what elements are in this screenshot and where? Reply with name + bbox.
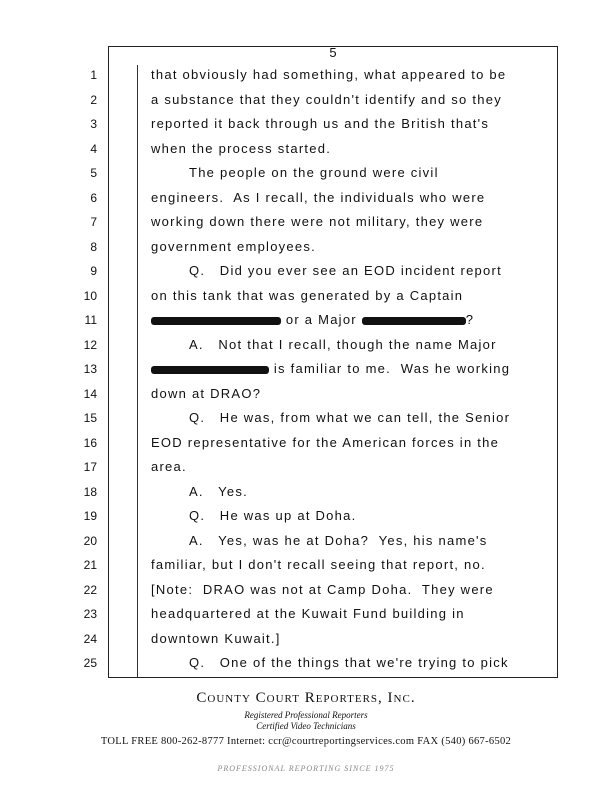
line-text-segment: working down there were not military, they were <box>151 214 484 229</box>
line-text <box>151 235 551 259</box>
line-number: 1 <box>90 68 97 82</box>
transcript-line <box>83 602 557 626</box>
line-text-segment: reported it back through us and the British that's <box>151 116 490 131</box>
line-text <box>151 529 551 553</box>
line-text <box>151 259 551 283</box>
transcript-line <box>83 406 557 430</box>
transcript-line <box>83 284 557 308</box>
transcript-line <box>83 627 557 651</box>
transcript-line <box>90 112 557 136</box>
line-text-segment: familiar, but I don't recall seeing that report, no. <box>151 557 486 572</box>
line-text-segment: on this tank that was generated by a Captain <box>151 287 464 303</box>
transcript-line <box>83 357 557 381</box>
line-text <box>151 553 551 577</box>
line-number: 7 <box>90 215 97 229</box>
line-text-segment: a substance that they couldn't identify and so they <box>151 91 502 107</box>
transcript-line <box>83 382 557 406</box>
line-text <box>151 137 551 161</box>
line-text <box>151 161 551 185</box>
line-number: 4 <box>90 141 97 156</box>
line-text-segment: downtown Kuwait.] <box>151 630 281 646</box>
transcript-line <box>84 308 557 332</box>
line-number: 18 <box>83 484 97 499</box>
transcript-line <box>90 210 557 234</box>
line-text <box>151 186 551 210</box>
line-text-segment: A. Not that I recall, though the name Major <box>189 336 497 352</box>
line-number: 16 <box>83 435 97 450</box>
line-text <box>151 602 551 626</box>
transcript-line <box>83 553 557 577</box>
transcript-line <box>83 480 557 504</box>
line-text <box>151 627 551 651</box>
line-text <box>151 284 551 308</box>
line-number: 23 <box>83 607 97 621</box>
line-text-segment: is familiar to me. Was he working <box>269 361 511 376</box>
footer-tagline: PROFESSIONAL REPORTING SINCE 1975 <box>217 764 395 773</box>
footer-company-name: County Court Reporters, Inc. <box>196 690 416 706</box>
line-text <box>151 504 551 528</box>
footer-contact-info: TOLL FREE 800-262-8777 Internet: ccr@courtreportingservices.com FAX (540) 667-6502 <box>100 736 512 747</box>
line-number: 12 <box>83 337 97 352</box>
line-text <box>151 382 551 406</box>
line-text <box>151 431 551 455</box>
transcript-line <box>90 186 557 210</box>
transcript-line <box>90 137 557 161</box>
transcript-line <box>83 333 557 357</box>
line-number: 24 <box>83 631 97 646</box>
line-text-segment: The people on the ground were civil <box>189 165 439 180</box>
page-number: 5 <box>329 45 337 60</box>
line-number: 10 <box>83 288 97 303</box>
line-text-segment: engineers. As I recall, the individuals who were <box>151 189 486 205</box>
line-text-segment: Q. Did you ever see an EOD incident report <box>189 263 502 278</box>
transcript-line <box>83 529 557 553</box>
line-number: 2 <box>90 92 97 107</box>
line-text-segment: that obviously had something, what appeared to be <box>151 67 507 82</box>
line-text-segment: A. Yes, was he at Doha? Yes, his name's <box>189 532 488 548</box>
line-text-segment: area. <box>151 459 187 474</box>
line-number: 5 <box>90 166 97 180</box>
line-text <box>151 578 551 602</box>
line-text <box>151 480 551 504</box>
line-text-segment: when the process started. <box>151 140 332 156</box>
line-text-segment: Q. He was up at Doha. <box>189 508 357 523</box>
line-text <box>151 357 551 381</box>
line-text <box>151 308 551 332</box>
line-text <box>151 651 551 675</box>
line-text-segment: EOD representative for the American forces in the <box>151 434 500 450</box>
line-text-segment: Q. One of the things that we're trying to pick <box>189 655 509 670</box>
line-number: 25 <box>83 656 97 670</box>
line-text <box>151 112 551 136</box>
redaction-bar <box>151 366 269 374</box>
line-text-segment: ? <box>465 312 475 327</box>
redaction-bar <box>151 317 281 325</box>
transcript-line <box>83 431 557 455</box>
transcript-line <box>90 259 557 283</box>
transcript-line <box>90 88 557 112</box>
line-number: 9 <box>90 264 97 278</box>
transcript-line <box>83 455 557 479</box>
line-text <box>151 88 551 112</box>
transcript-line <box>90 235 557 259</box>
transcript-line <box>83 651 557 675</box>
line-number: 15 <box>83 411 97 425</box>
line-number: 6 <box>90 190 97 205</box>
line-text <box>151 333 551 357</box>
transcript-line <box>90 63 557 87</box>
line-text-segment: A. Yes. <box>189 483 248 499</box>
line-number: 14 <box>83 386 97 401</box>
line-text-segment: [Note: DRAO was not at Camp Doha. They were <box>151 581 494 597</box>
footer-credentials-line2: Certified Video Technicians <box>256 721 356 731</box>
redaction-bar <box>362 317 466 325</box>
transcript-page <box>83 45 558 678</box>
line-number: 17 <box>83 460 97 474</box>
line-text-segment: headquartered at the Kuwait Fund building in <box>151 606 465 621</box>
line-number: 20 <box>83 533 97 548</box>
line-text-segment: government employees. <box>151 238 316 254</box>
line-text-segment: down at DRAO? <box>151 385 262 401</box>
line-text <box>151 210 551 234</box>
line-number: 8 <box>90 239 97 254</box>
line-number: 21 <box>83 558 97 572</box>
transcript-line <box>83 578 557 602</box>
transcript-line <box>90 161 557 185</box>
line-number: 22 <box>83 582 97 597</box>
transcript-line <box>83 504 557 528</box>
line-number: 13 <box>83 362 97 376</box>
line-number: 19 <box>83 509 97 523</box>
line-text-segment: or a Major <box>281 312 362 327</box>
footer-credentials-line1: Registered Professional Reporters <box>244 710 368 720</box>
line-number: 11 <box>84 313 97 327</box>
line-number: 3 <box>90 117 97 131</box>
line-text <box>151 63 551 87</box>
line-text <box>151 455 551 479</box>
line-text <box>151 406 551 430</box>
line-text-segment: Q. He was, from what we can tell, the Senior <box>189 410 511 425</box>
